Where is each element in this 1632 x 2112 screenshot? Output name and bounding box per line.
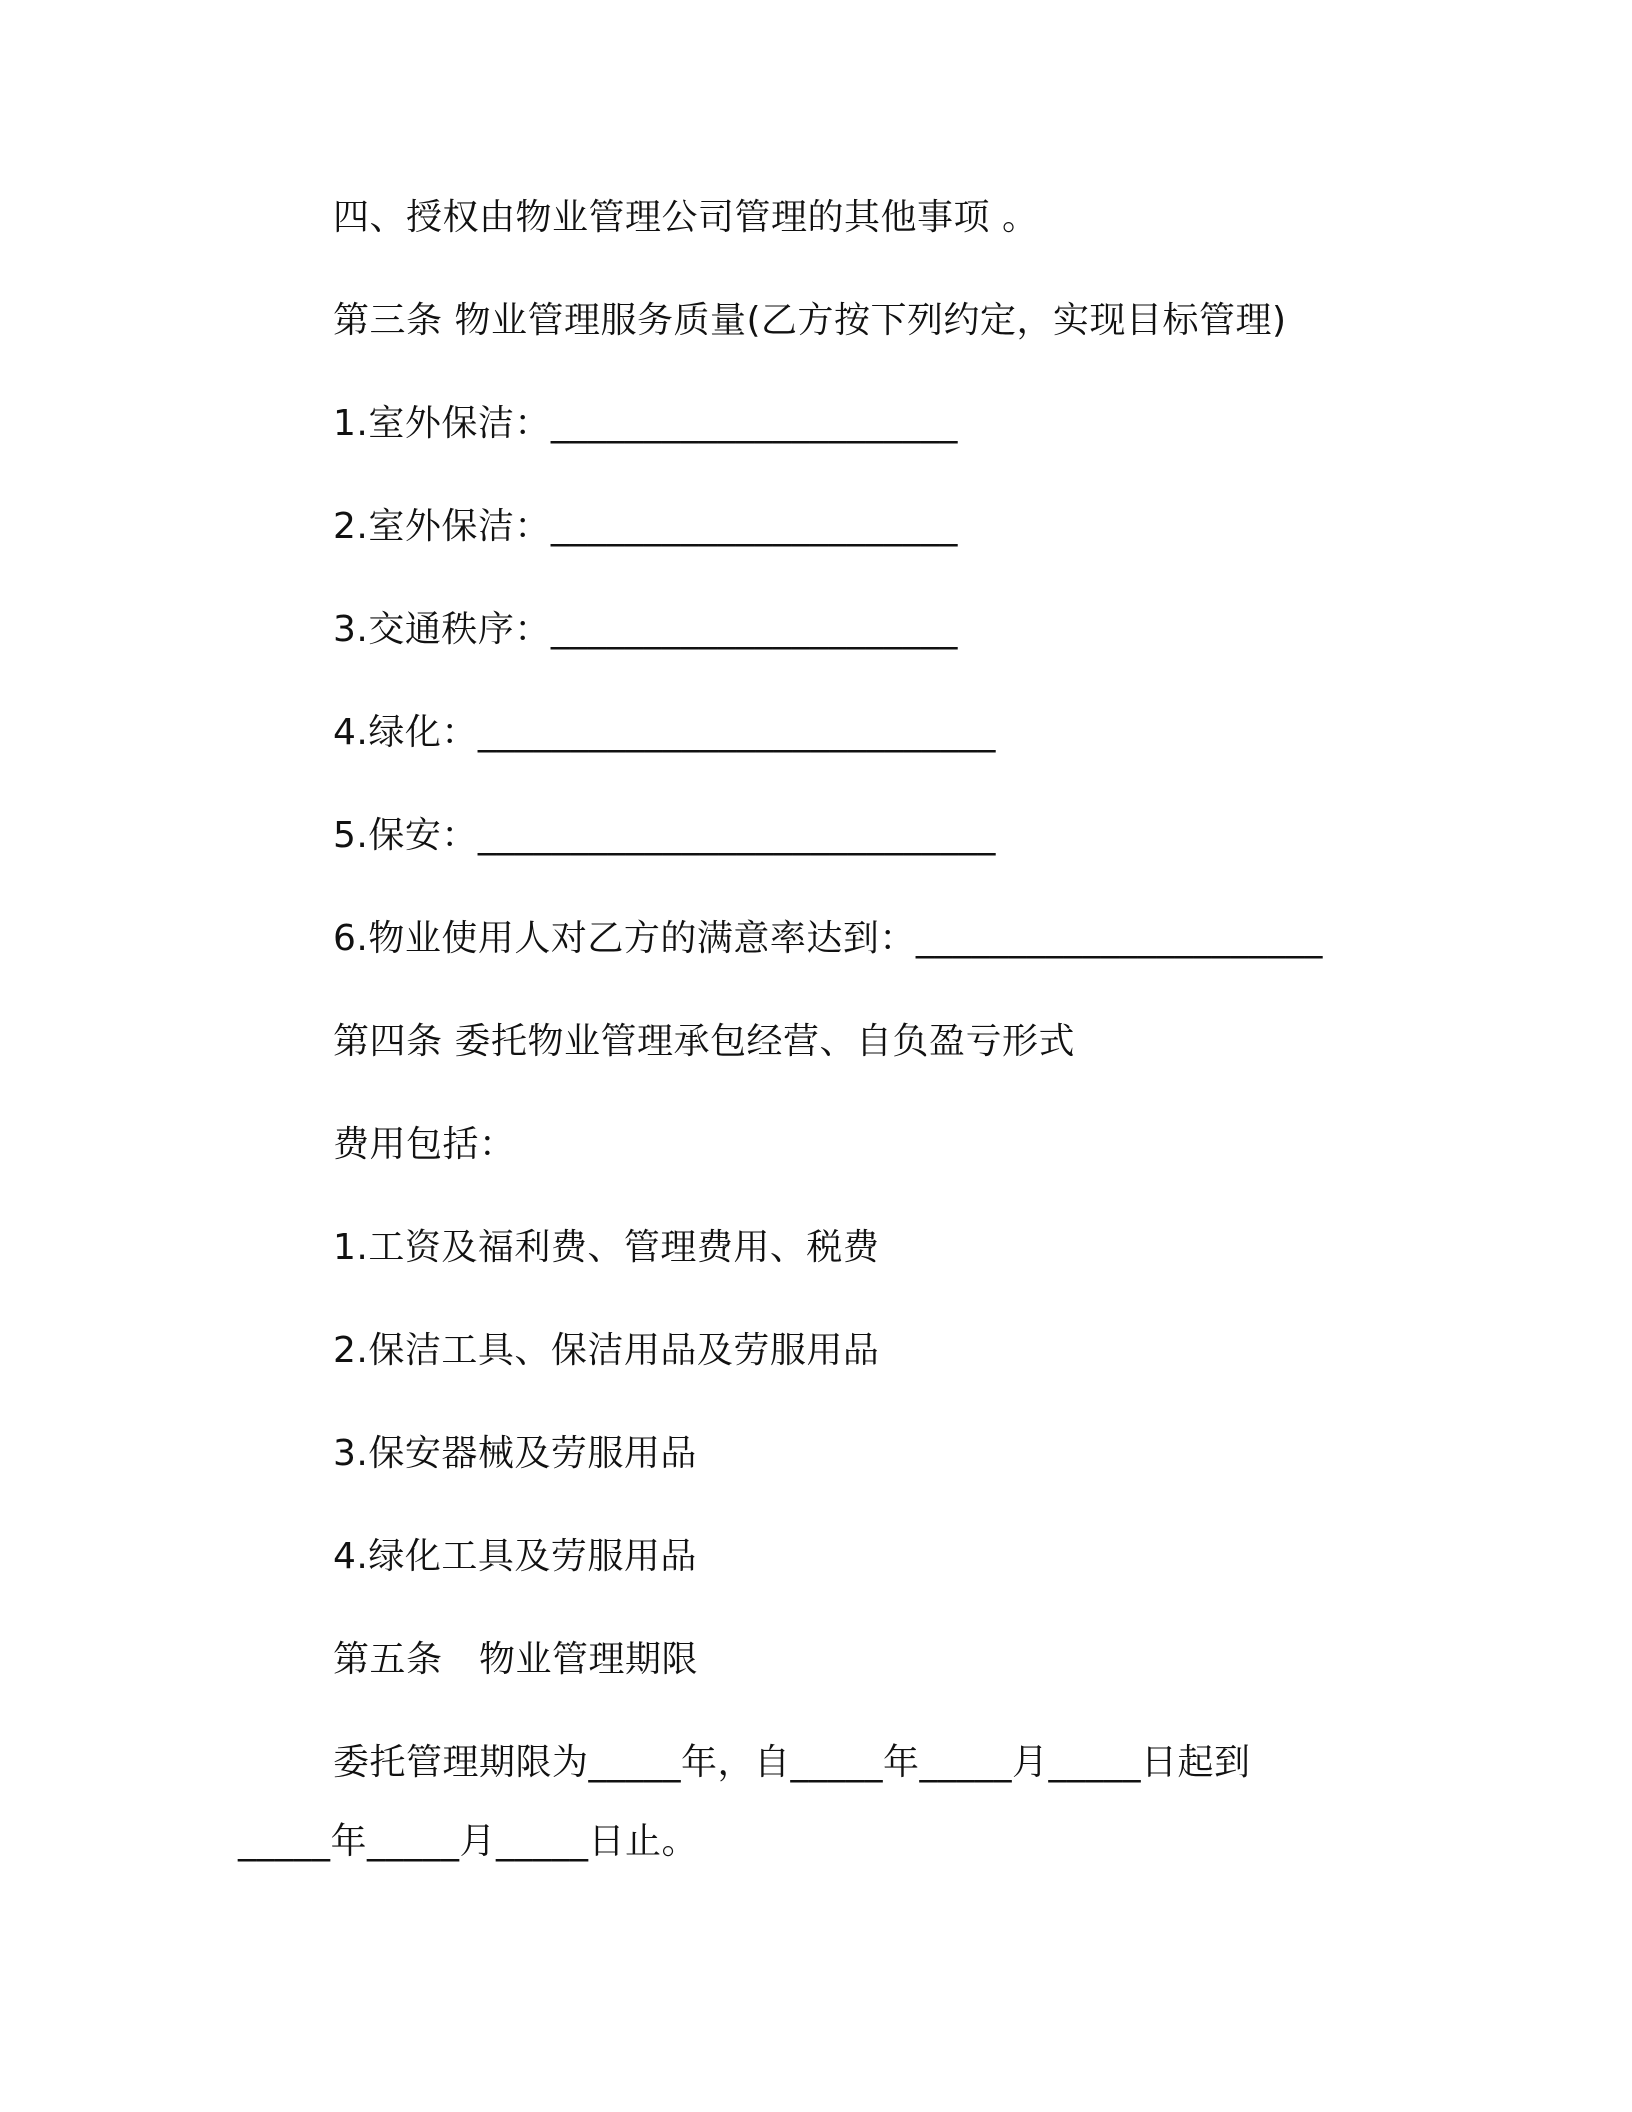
costs-include-label: 费用包括：: [333, 1124, 516, 1165]
service-outdoor-cleaning-1: 1.室外保洁：______________________: [333, 403, 958, 444]
item-4-other-matters: 四、授权由物业管理公司管理的其他事项 。: [333, 197, 1039, 238]
article-3-heading: 第三条 物业管理服务质量(乙方按下列约定，实现目标管理): [333, 300, 1287, 341]
service-security: 5.保安：____________________________: [333, 815, 996, 856]
management-term-text: 委托管理期限为_____年，自_____年_____月_____日起到: [333, 1742, 1251, 1783]
cost-item-2: 2.保洁工具、保洁用品及劳服用品: [333, 1330, 880, 1371]
management-term-continuation: _____年_____月_____日止。: [238, 1821, 699, 1862]
article-4-heading: 第四条 委托物业管理承包经营、自负盈亏形式: [333, 1021, 1075, 1062]
cost-item-1: 1.工资及福利费、管理费用、税费: [333, 1227, 880, 1268]
cost-item-4: 4.绿化工具及劳服用品: [333, 1536, 697, 1577]
article-5-heading: 第五条 物业管理期限: [333, 1639, 699, 1680]
cost-item-3: 3.保安器械及劳服用品: [333, 1433, 697, 1474]
service-traffic-order: 3.交通秩序：______________________: [333, 609, 958, 650]
service-outdoor-cleaning-2: 2.室外保洁：______________________: [333, 506, 958, 547]
service-greening: 4.绿化：____________________________: [333, 712, 996, 753]
service-satisfaction-rate: 6.物业使用人对乙方的满意率达到：______________________: [333, 918, 1323, 959]
